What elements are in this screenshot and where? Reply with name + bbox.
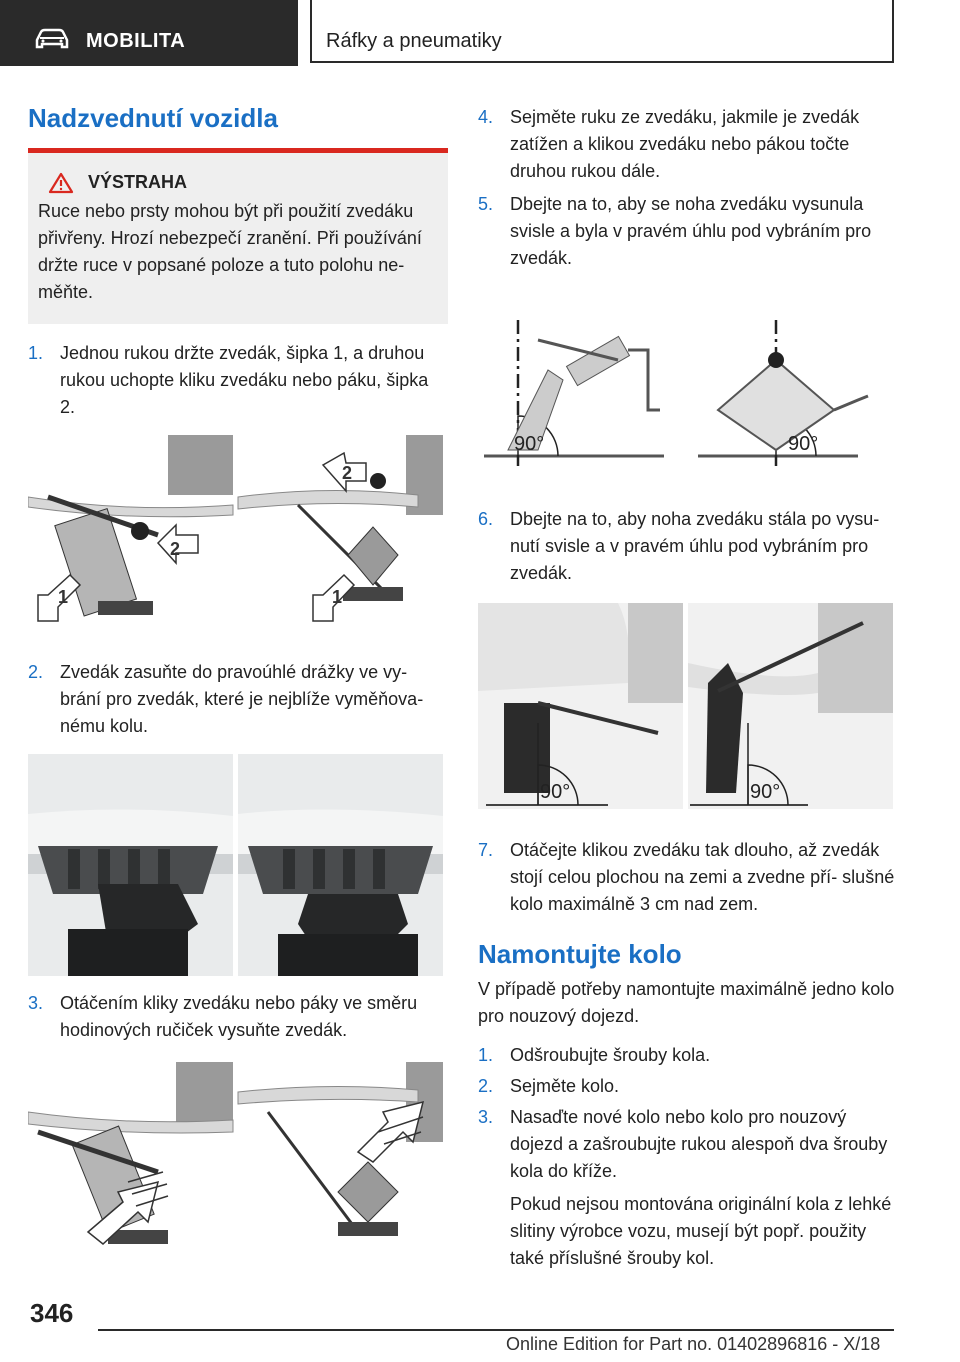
- angle-label: 90°: [788, 433, 819, 455]
- step-item: [478, 1104, 898, 1272]
- step-item: [478, 104, 898, 185]
- figure-jack-groove-photos: [28, 754, 448, 976]
- figure-holding-jack: [28, 435, 448, 623]
- step-number: 6.: [478, 509, 494, 529]
- section-title: Namontujte kolo: [478, 939, 682, 969]
- step-text: Otáčením kliky zvedáku nebo páky ve směru hodinových ručiček vysuňte zvedák.: [60, 993, 418, 1040]
- page-header: [0, 0, 960, 66]
- step-text: Dbejte na to, aby noha zvedáku stála po vysu- nutí svisle a v pravém úhlu pod vybráním pro zvedák.: [510, 509, 880, 583]
- section-title: Nadzvednutí vozidla: [28, 103, 278, 133]
- step-text: Jednou rukou držte zvedák, šipka 1, a druhou rukou uchopte kliku zvedáku nebo páku, šipka 2.: [60, 343, 429, 417]
- step-text: Zvedák zasuňte do pravoúhlé drážky ve vy- brání pro zvedák, které je nejblíže vyměňova- nému kolu.: [60, 662, 424, 736]
- section-label: MOBILITA: [86, 30, 186, 52]
- step-item: [28, 340, 448, 421]
- car-icon: [34, 28, 70, 50]
- step-item: [478, 1073, 898, 1100]
- figure-cranking-jack: [28, 1062, 448, 1250]
- section-tab: [0, 0, 298, 66]
- step-number: 4.: [478, 107, 494, 127]
- step-item: [28, 990, 448, 1044]
- warning-box: [28, 148, 448, 324]
- left-column: [28, 100, 448, 1250]
- step-number: 3.: [28, 993, 44, 1013]
- step-text: Nasaďte nové kolo nebo kolo pro nouzový dojezd a zašroubujte rukou alespoň dva šrouby kola do kříže.: [510, 1107, 888, 1181]
- step-number: 5.: [478, 194, 494, 214]
- photo-left: [28, 754, 233, 976]
- step-text: Otáčejte klikou zvedáku tak dlouho, až zvedák stojí celou plochou na zemi a zvedne pří- slušné kolo maximálně 3 cm nad zem.: [510, 840, 895, 914]
- photo-right: [238, 754, 443, 976]
- step-text: Sejměte ruku ze zvedáku, jakmile je zvedák zatížen a klikou zvedáku nebo pákou točte druhou rukou dále.: [510, 107, 860, 181]
- figure-panel-left: [28, 1062, 233, 1250]
- step-number: 3.: [478, 1107, 494, 1127]
- warning-label: VÝSTRAHA: [88, 172, 188, 192]
- figure-arrow-label: 2: [170, 539, 181, 559]
- step-number: 2.: [28, 662, 44, 682]
- photo-right: [688, 603, 893, 809]
- step-item: [28, 659, 448, 740]
- step-item: [478, 506, 898, 587]
- edition-note: Online Edition for Part no. 01402896816 - X/18: [506, 1334, 881, 1354]
- step-number: 1.: [478, 1045, 494, 1065]
- diagram-left: [484, 320, 664, 466]
- step-note: Pokud nejsou montována originální kola z lehké slitiny výrobce vozu, musejí být popř. použity také příslušné šrouby kol.: [510, 1194, 892, 1268]
- chapter-label: Ráfky a pneumatiky: [326, 30, 502, 52]
- intro-text: V případě potřeby namontujte maximálně jedno kolo pro nouzový dojezd.: [478, 979, 895, 1026]
- footer-divider: [98, 1329, 894, 1331]
- step-number: 2.: [478, 1076, 494, 1096]
- right-column: [478, 100, 898, 1272]
- figure-panel-right: [238, 1062, 443, 1250]
- step-item: [478, 1042, 898, 1069]
- figure-arrow-label: 2: [342, 463, 353, 483]
- step-item: [478, 837, 898, 918]
- angle-label: 90°: [514, 433, 545, 455]
- photo-left: [478, 603, 683, 809]
- figure-panel-right: [238, 435, 443, 623]
- figure-panel-left: [28, 435, 233, 623]
- step-number: 7.: [478, 840, 494, 860]
- warning-text: Ruce nebo prsty mohou být při použití zvedáku přivřeny. Hrozí nebezpečí zranění. Při používání držte ruce v popsané poloze a tuto polohu ne- měňte.: [38, 201, 422, 302]
- step-item: [478, 191, 898, 272]
- figure-right-angle-diagram: [478, 320, 898, 470]
- warning-triangle-icon: [48, 172, 74, 194]
- step-number: 1.: [28, 343, 44, 363]
- chapter-tab: [310, 0, 894, 63]
- diagram-right: [698, 320, 868, 466]
- figure-arrow-label: 1: [58, 587, 69, 607]
- step-text: Sejměte kolo.: [510, 1076, 620, 1096]
- step-text: Odšroubujte šrouby kola.: [510, 1045, 711, 1065]
- step-text: Dbejte na to, aby se noha zvedáku vysunula svisle a byla v pravém úhlu pod vybráním pro zvedák.: [510, 194, 872, 268]
- warning-heading: [38, 169, 436, 196]
- figure-right-angle-photos: [478, 603, 898, 809]
- angle-label: 90°: [540, 781, 571, 803]
- page-number: 346: [30, 1298, 74, 1328]
- angle-label: 90°: [750, 781, 781, 803]
- figure-arrow-label: 1: [332, 587, 343, 607]
